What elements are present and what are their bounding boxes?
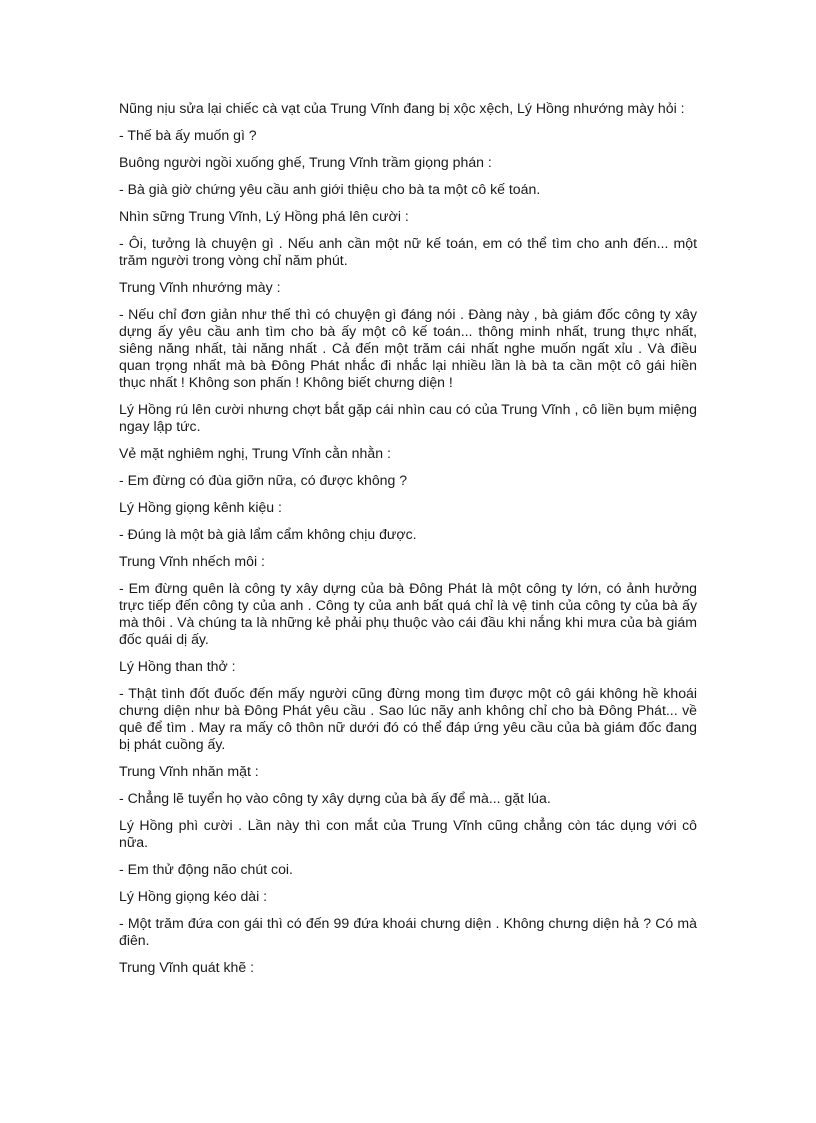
paragraph: - Thế bà ấy muốn gì ? <box>119 127 257 143</box>
paragraph: Lý Hồng than thở : <box>119 658 236 674</box>
paragraph: Lý Hồng phì cười . Lần này thì con mắt của Trung Vĩnh cũng chẳng còn tác dụng với cô nữa. <box>119 817 697 850</box>
paragraph: - Bà già giờ chứng yêu cầu anh giới thiệu cho bà ta một cô kế toán. <box>119 181 541 197</box>
paragraph: Nhìn sững Trung Vĩnh, Lý Hồng phá lên cười : <box>119 208 409 224</box>
paragraph: - Em đừng quên là công ty xây dựng của bà Đông Phát là một công ty lớn, có ảnh hưởng trực tiếp đến công ty của anh . Công ty của anh bất quá chỉ là vệ tinh của công ty của bà ấy mà thôi . Và chúng ta là những kẻ phải phụ thuộc vào cái đầu khi nắng khi mưa của bà giám đốc quái dị ấy. <box>119 580 697 647</box>
paragraph: Trung Vĩnh nhếch môi : <box>119 553 265 569</box>
paragraph: Trung Vĩnh nhướng mày : <box>119 279 281 295</box>
paragraph: - Thật tình đốt đuốc đến mấy người cũng đừng mong tìm được một cô gái không hề khoái chưng diện như bà Đông Phát yêu cầu . Sao lúc nãy anh không chỉ cho bà Đông Phát... về quê để tìm . May ra mấy cô thôn nữ dưới đó có thể đáp ứng yêu cầu của bà giám đốc đang bị phát cuồng ấy. <box>119 685 697 752</box>
paragraph: - Em đừng có đùa giỡn nữa, có được không ? <box>119 472 408 488</box>
paragraph: Buông người ngồi xuống ghế, Trung Vĩnh trầm giọng phán : <box>119 154 492 170</box>
paragraph: - Ôi, tưởng là chuyện gì . Nếu anh cần một nữ kế toán, em có thể tìm cho anh đến... một trăm người trong vòng chỉ năm phút. <box>119 235 697 268</box>
paragraph: - Nếu chỉ đơn giản như thế thì có chuyện gì đáng nói . Đàng này , bà giám đốc công ty xây dựng ấy yêu cầu anh tìm cho bà ấy một cô kế toán... thông minh nhất, trung thực nhất, siêng năng nhất, tài năng nhất . Cả đến một trăm cái nhất nghe muốn ngất xỉu . Và điều quan trọng nhất mà bà Đông Phát nhắc đi nhắc lại nhiều lần là bà ta cần một cô gái hiền thục nhất ! Không son phấn ! Không biết chưng diện ! <box>119 306 697 390</box>
paragraph: Trung Vĩnh nhăn mặt : <box>119 763 259 779</box>
paragraph: Nũng nịu sửa lại chiếc cà vạt của Trung Vĩnh đang bị xộc xệch, Lý Hồng nhướng mày hỏi : <box>119 100 685 116</box>
document-page <box>119 100 697 986</box>
paragraph: Lý Hồng giọng kéo dài : <box>119 888 268 904</box>
paragraph: - Đúng là một bà già lẩm cẩm không chịu được. <box>119 526 417 542</box>
paragraph: Lý Hồng rú lên cười nhưng chợt bắt gặp cái nhìn cau có của Trung Vĩnh , cô liền bụm miệng ngay lập tức. <box>119 401 697 434</box>
paragraph: - Chẳng lẽ tuyển họ vào công ty xây dựng của bà ấy để mà... gặt lúa. <box>119 790 551 806</box>
paragraph: - Em thử động não chút coi. <box>119 861 293 877</box>
paragraph: - Một trăm đứa con gái thì có đến 99 đứa khoái chưng diện . Không chưng diện hả ? Có mà điên. <box>119 915 697 948</box>
paragraph: Trung Vĩnh quát khẽ : <box>119 959 255 975</box>
paragraph: Lý Hồng giọng kênh kiệu : <box>119 499 282 515</box>
paragraph: Vẻ mặt nghiêm nghị, Trung Vĩnh cằn nhằn : <box>119 445 391 461</box>
